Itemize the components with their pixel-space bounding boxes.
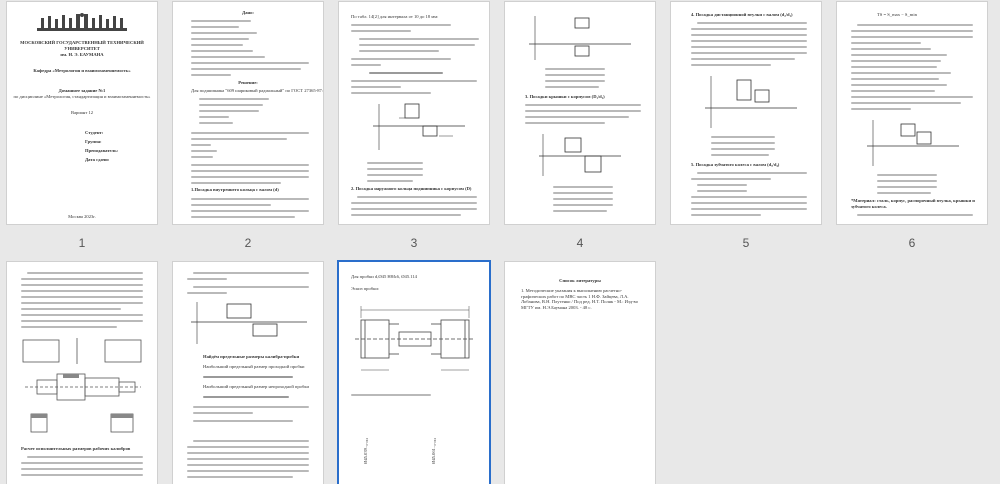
university-name-line-1: МОСКОВСКИЙ ГОСУДАРСТВЕННЫЙ ТЕХНИЧЕСКИЙ (20, 40, 144, 45)
group-field: Группа: (85, 139, 102, 144)
subject-name: по дисциплине «Метрология, стандартизация и взаимозаменяемость» (13, 94, 151, 99)
bearing-line: Для подшипника "609 шариковый радиальный" по ГОСТ 27365-87: (191, 88, 323, 93)
section-inner-ring: 1.Посадка внутреннего кольца с валом (d) (191, 187, 279, 192)
page-thumbnail-9[interactable] (339, 262, 489, 484)
page-number-2: 2 (244, 236, 252, 250)
go-plug-heading: Наибольший предельный размер проходной пробки (203, 364, 305, 369)
page-number-4: 4 (576, 236, 584, 250)
fit-tolerance-formula: TS = S_max − S_min (877, 12, 917, 17)
student-field: Студент: (85, 130, 104, 135)
section-cover-housing: 3. Посадки крышки с корпусом (D₁/d₁) (525, 94, 605, 99)
variant-number: Вариант 12 (70, 110, 94, 115)
page-thumbnail-1[interactable] (7, 2, 157, 224)
section-gear: 5. Посадка зубчатого колеса с валом (d₃/d₄) (691, 162, 780, 167)
tolerance-diagram (863, 116, 963, 170)
page-number-5: 5 (742, 236, 750, 250)
tolerance-diagram (369, 98, 469, 158)
page-thumbnail-6[interactable] (837, 2, 987, 224)
page-number-6: 6 (908, 236, 916, 250)
page-thumbnail-4[interactable] (505, 2, 655, 224)
page-thumbnail-5[interactable] (671, 2, 821, 224)
page-thumbnail-8[interactable] (173, 262, 323, 484)
solution-heading: Решение: (238, 80, 258, 85)
material-note: *Материал: сталь, корпус, распорочный втулка, крышки и зубчатого колеса. (851, 198, 975, 209)
tolerance-diagram (187, 298, 311, 348)
task-title: Домашнее задание №1 (58, 88, 106, 93)
page-thumbnail-2[interactable] (173, 2, 323, 224)
given-heading: Дано: (242, 10, 254, 15)
page-thumbnail-10[interactable] (505, 262, 655, 484)
university-name-line-2: УНИВЕРСИТЕТ (64, 46, 100, 51)
plug-gauge-drawing (351, 298, 479, 384)
dimension-right: Ø45.061₋₀.₀₀₄ (431, 438, 436, 464)
university-logo (35, 12, 129, 36)
shaft-drawing (17, 334, 147, 438)
tolerance-diagram (701, 72, 801, 132)
section-outer-ring: 2. Посадка наружного кольца подшипника с корпусом (D) (351, 186, 472, 191)
date-field: Дата сдачи: (85, 157, 110, 162)
tolerance-diagram (525, 12, 635, 64)
tolerance-diagram (535, 130, 625, 180)
section-gauge-plug: Найдём предельные размеры калибра-пробки (203, 354, 300, 359)
nogo-plug-heading: Наибольший предельный размер непроходной пробки (203, 384, 310, 389)
teacher-field: Преподаватель: (85, 148, 119, 153)
page-thumbnail-7[interactable] (7, 262, 157, 484)
page-number-3: 3 (410, 236, 418, 250)
section-spacer: 4. Посадка дистанционной втулки с валом (d₂/d₁) (691, 12, 793, 17)
university-name-line-3: им. Н. Э. БАУМАНА (60, 52, 104, 57)
city-year: Москва 2023г. (68, 214, 96, 219)
references-heading: Список литературы (559, 278, 601, 283)
reference-item-1: 1. Методические указания к выполнению расчетно-графических работ по МВС часть 1 Н.Ф. Зайцева, Л.А. Лобанова, В.Н. Плутенко / Под ред. Н.Т. Поляк - М.: Изд-во МГТУ им. Н.Э.Баумана 2003. - 48 с. (521, 288, 638, 310)
page-number-1: 1 (78, 236, 86, 250)
department-name: Кафедра «Метрология и взаимозаменяемость» (33, 68, 131, 73)
interval-intro: По табл. 14[2] для интервала от 10 до 18 мм: (351, 14, 439, 19)
dimension-left: Ø45.039₋₀.₀₀₄ (363, 438, 368, 464)
page-thumbnail-3[interactable] (339, 2, 489, 224)
plug-sketch-label: Эскиз пробки: (351, 286, 380, 291)
plug-header: Для пробки d,Ø45 H8/k6, Ø45.114 (351, 274, 417, 279)
section-calibers: Расчет исполнительных размеров рабочих калибров (21, 446, 131, 451)
